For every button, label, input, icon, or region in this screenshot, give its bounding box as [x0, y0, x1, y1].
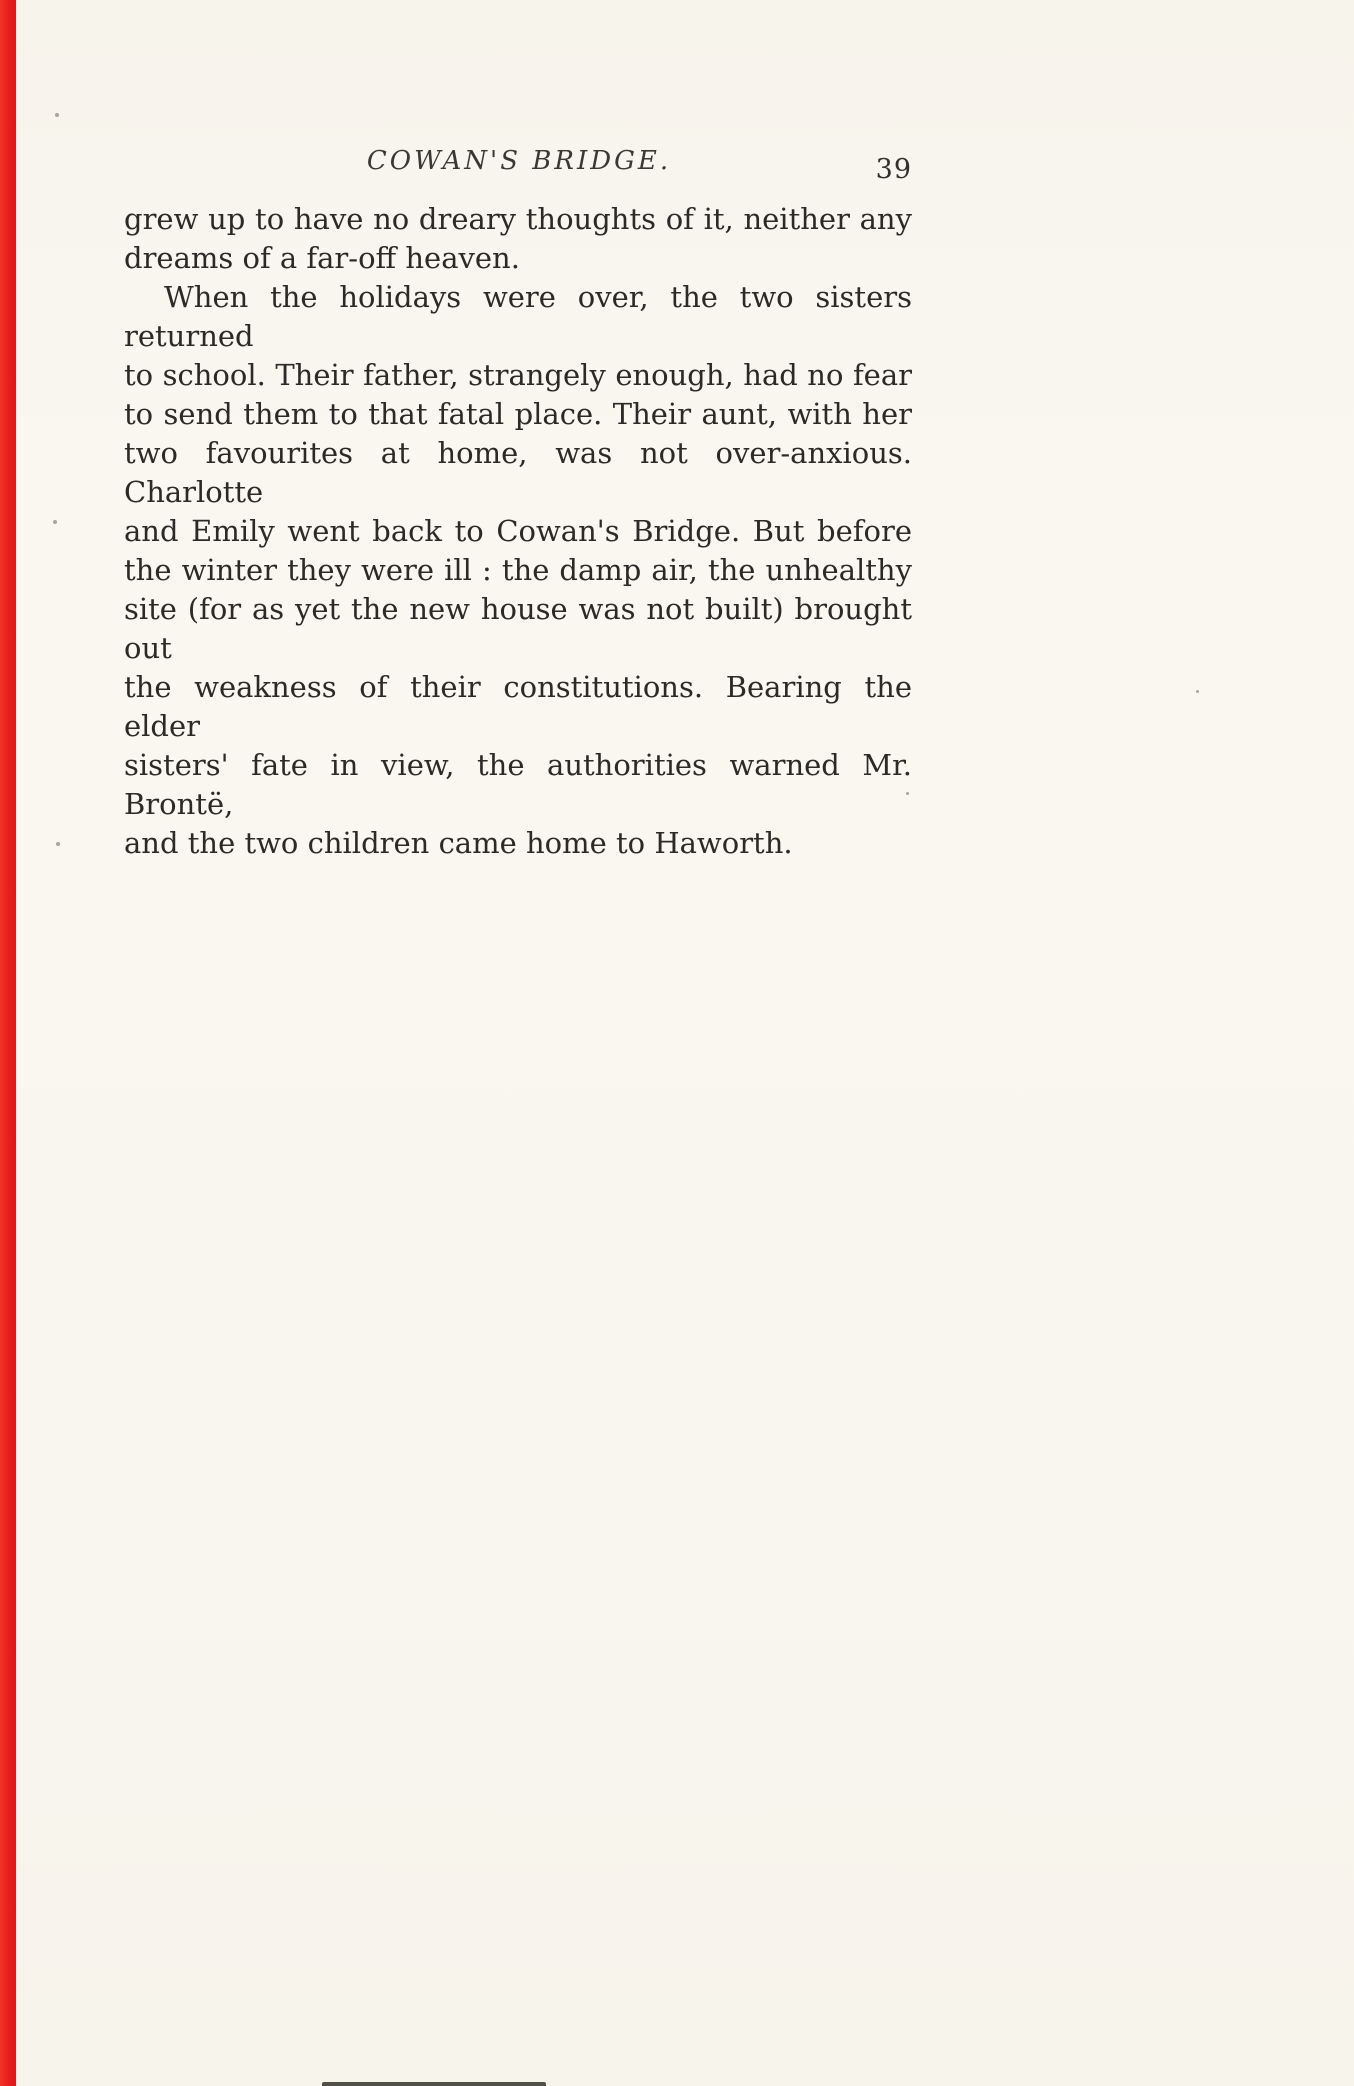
scan-speck: [56, 842, 60, 846]
scan-speck: [906, 792, 909, 795]
text-line: sisters' fate in view, the authorities warned Mr. Brontë,: [124, 748, 912, 821]
page-header: [124, 146, 914, 186]
text-line: to school. Their father, strangely enough, had no fear: [124, 358, 912, 392]
text-line: the weakness of their constitutions. Bearing the elder: [124, 670, 912, 743]
scan-speck: [1196, 690, 1199, 693]
text-line: to send them to that fatal place. Their aunt, with her: [124, 397, 912, 431]
running-title: COWAN'S BRIDGE.: [366, 146, 672, 176]
text-line: When the holidays were over, the two sisters returned: [124, 280, 912, 353]
scan-red-edge: [0, 0, 16, 2086]
text-line: the winter they were ill : the damp air, the unhealthy: [124, 553, 912, 587]
scan-bottom-artifact: [322, 2082, 546, 2086]
page-number: 39: [875, 154, 912, 185]
text-line: dreams of a far-off heaven.: [124, 241, 520, 275]
text-line: site (for as yet the new house was not built) brought out: [124, 592, 912, 665]
body-text: [124, 200, 912, 863]
text-line: grew up to have no dreary thoughts of it, neither any: [124, 202, 912, 236]
scan-speck: [53, 520, 57, 524]
text-line: two favourites at home, was not over-anxious. Charlotte: [124, 436, 912, 509]
text-line: and the two children came home to Haworth.: [124, 826, 793, 860]
text-line: and Emily went back to Cowan's Bridge. But before: [124, 514, 912, 548]
scan-speck: [55, 113, 59, 117]
